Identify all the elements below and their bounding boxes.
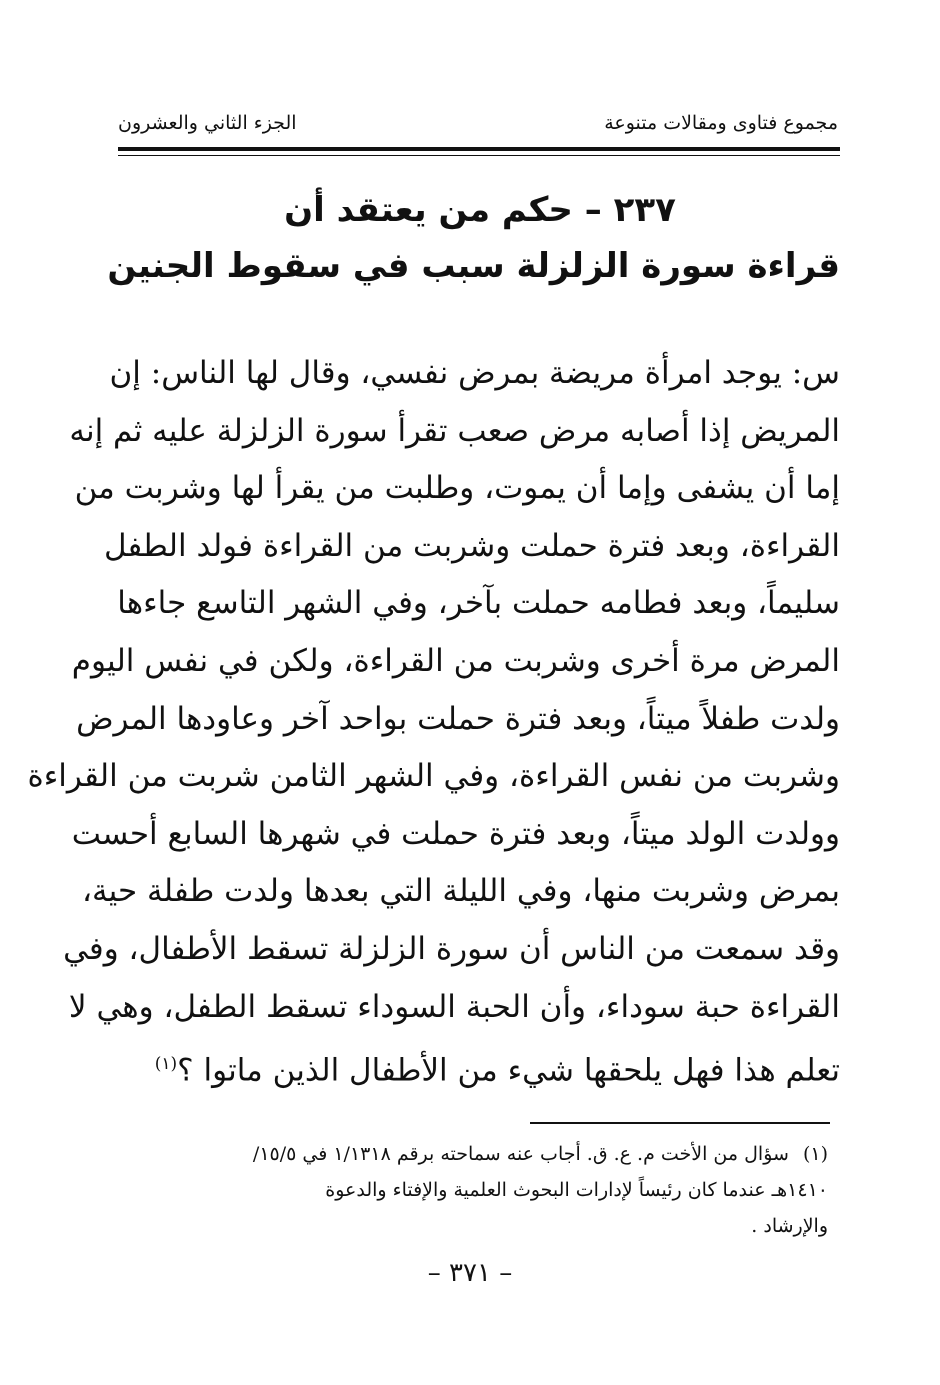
title-line-1: ٢٣٧ – حكم من يعتقد أن (284, 190, 676, 230)
body-line: بمرض وشربت منها، وفي الليلة التي بعدها ولدت طفلة حية، (82, 873, 840, 910)
running-header (118, 112, 838, 142)
body-line: المرض مرة أخرى وشربت من القراءة، ولكن في نفس اليوم (71, 642, 840, 679)
body-line: وقد سمعت من الناس أن سورة الزلزلة تسقط الأطفال، وفي (63, 930, 840, 967)
body-line: وشربت من نفس القراءة، وفي الشهر الثامن شربت من القراءة (27, 758, 840, 795)
footnote-line-1 (104, 1136, 828, 1172)
footnote-number: (١) (802, 1143, 828, 1165)
section-title (107, 182, 840, 294)
body-line: س: يوجد امرأة مريضة بمرض نفسي، وقال لها الناس: إن (109, 355, 840, 391)
header-rule-thin (118, 155, 840, 156)
question-text (27, 345, 840, 1100)
page-number: – ٣٧١ – (427, 1258, 513, 1288)
header-rule-thick (118, 147, 840, 151)
footnote-text-1: سؤال من الأخت م. ع. ق. أجاب عنه سماحته برقم ١/١٣١٨ في ١٥/٥/ (252, 1143, 789, 1165)
body-line-last (108, 1036, 840, 1100)
body-line: ولدت طفلاً ميتاً، وبعد فترة حملت بواحد آخر وعاودها المرض (76, 700, 840, 737)
body-line: المريض إذا أصابه مرض صعب تقرأ سورة الزلزلة عليه ثم إنه (69, 412, 840, 449)
title-line-2: قراءة سورة الزلزلة سبب في سقوط الجنين (107, 246, 840, 286)
footnote-line-3: والإرشاد . (751, 1215, 828, 1237)
footnote-separator (530, 1122, 830, 1124)
footnote (104, 1136, 828, 1244)
body-line: إما أن يشفى وإما أن يموت، وطلبت من يقرأ لها وشربت من (74, 470, 840, 507)
footnote-reference: (١) (154, 1054, 178, 1075)
header-volume: الجزء الثاني والعشرون (118, 112, 297, 134)
body-line: القراءة، وبعد فترة حملت وشربت من القراءة فولد الطفل (103, 527, 840, 564)
body-line: وولدت الولد ميتاً، وبعد فترة حملت في شهرها السابع أحست (71, 815, 840, 852)
header-book-title: مجموع فتاوى ومقالات متنوعة (604, 112, 838, 134)
body-line: سليماً، وبعد فطامه حملت بآخر، وفي الشهر التاسع جاءها (117, 585, 840, 622)
footnote-line-2: ١٤١٠هـ عندما كان رئيساً لإدارات البحوث العلمية والإفتاء والدعوة (325, 1179, 828, 1201)
body-line: القراءة حبة سوداء، وأن الحبة السوداء تسقط الطفل، وهي لا (68, 988, 840, 1025)
body-line-text: تعلم هذا فهل يلحقها شيء من الأطفال الذين ماتوا ؟ (177, 1052, 840, 1089)
